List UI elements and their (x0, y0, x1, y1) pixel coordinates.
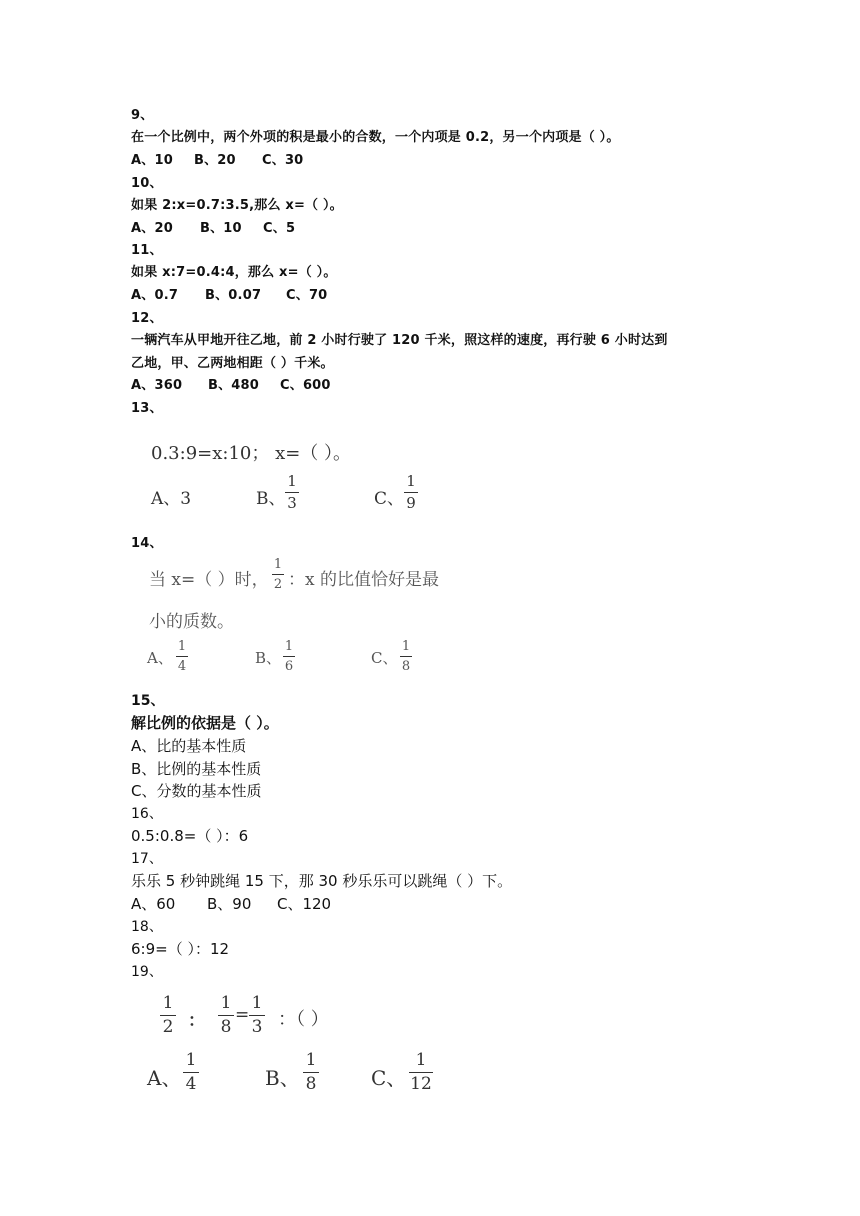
fraction-bar (404, 492, 418, 493)
q10-text: 如果 2:x=0.7:3.5,那么 x=（ ）。 (131, 198, 343, 213)
q14-option-c-label: C、 (371, 649, 398, 667)
fraction-numerator: 1 (162, 993, 174, 1013)
q13-option-c-fraction (404, 474, 418, 511)
q12-text-line2: 乙地，甲、乙两地相距（ ）千米。 (131, 356, 334, 371)
q10-option-b: B、10 (200, 221, 242, 236)
fraction-numerator: 1 (177, 639, 187, 654)
q12-number: 12、 (131, 311, 163, 326)
fraction-bar (303, 1072, 319, 1073)
q19-option-b-fraction (303, 1052, 319, 1093)
fraction-numerator: 1 (406, 472, 416, 490)
q17-number: 17、 (131, 851, 163, 867)
q11-option-c: C、70 (286, 288, 328, 303)
q11-option-a: A、0.7 (131, 288, 179, 303)
q19-fraction-1 (160, 995, 176, 1036)
q14-option-a-fraction (176, 640, 188, 673)
fraction-denominator: 2 (273, 577, 283, 592)
q19-option-c-fraction (409, 1052, 433, 1093)
q15-text: 解比例的依据是（ ）。 (131, 714, 279, 732)
q19-equals: = (235, 1005, 250, 1025)
fraction-numerator: 1 (273, 557, 283, 572)
fraction-denominator: 4 (177, 659, 187, 674)
q19-fraction-2 (218, 995, 234, 1036)
fraction-denominator: 12 (410, 1074, 432, 1094)
q15-number: 15、 (131, 693, 165, 709)
fraction-denominator: 8 (401, 659, 411, 674)
q10-option-c: C、5 (263, 221, 296, 236)
fraction-numerator: 1 (185, 1050, 197, 1070)
q14-stem-post: ：x 的比值恰好是最 (288, 570, 439, 590)
q19-option-a-label: A、 (147, 1066, 182, 1090)
fraction-denominator: 8 (220, 1017, 232, 1037)
fraction-bar (249, 1015, 265, 1016)
fraction-bar (283, 656, 295, 657)
q14-number: 14、 (131, 536, 163, 551)
q9-option-c: C、30 (262, 153, 304, 168)
q10-number: 10、 (131, 176, 163, 191)
q11-text: 如果 x:7=0.4:4，那么 x=（ ）。 (131, 265, 337, 280)
q9-option-a: A、10 (131, 153, 173, 168)
q19-tail: ：（ ） (278, 1009, 329, 1030)
q12-option-b: B、480 (208, 378, 260, 393)
q14-option-b-fraction (283, 640, 295, 673)
q19-number: 19、 (131, 964, 163, 980)
q13-option-b-fraction (285, 474, 299, 511)
q10-option-a: A、20 (131, 221, 173, 236)
fraction-numerator: 1 (251, 993, 263, 1013)
q9-number: 9、 (131, 108, 154, 123)
fraction-denominator: 6 (284, 659, 294, 674)
q13-option-c-label: C、 (374, 489, 405, 509)
fraction-denominator: 8 (305, 1074, 317, 1094)
fraction-numerator: 1 (284, 639, 294, 654)
q15-option-c: C、分数的基本性质 (131, 782, 262, 800)
fraction-denominator: 9 (406, 494, 416, 512)
q12-text-line1: 一辆汽车从甲地开往乙地，前 2 小时行驶了 120 千米，照这样的速度，再行驶 6 小时达到 (131, 333, 668, 348)
q17-text: 乐乐 5 秒钟跳绳 15 下，那 30 秒乐乐可以跳绳（ ）下。 (131, 872, 513, 890)
fraction-numerator: 1 (287, 472, 297, 490)
fraction-denominator: 2 (162, 1017, 174, 1037)
q19-fraction-3 (249, 995, 265, 1036)
q13-option-a: A、3 (151, 489, 192, 509)
fraction-numerator: 1 (220, 993, 232, 1013)
q19-colon: ： (188, 1011, 205, 1031)
q12-option-a: A、360 (131, 378, 183, 393)
fraction-denominator: 3 (251, 1017, 263, 1037)
q18-number: 18、 (131, 919, 163, 935)
fraction-bar (285, 492, 299, 493)
q14-stem-line2: 小的质数。 (149, 612, 234, 632)
q17-option-a: A、60 (131, 895, 176, 913)
q17-option-c: C、120 (277, 895, 332, 913)
fraction-bar (218, 1015, 234, 1016)
fraction-bar (400, 656, 412, 657)
q19-option-a-fraction (183, 1052, 199, 1093)
q13-number: 13、 (131, 401, 163, 416)
fraction-bar (409, 1072, 433, 1073)
fraction-numerator: 1 (305, 1050, 317, 1070)
q9-text: 在一个比例中，两个外项的积是最小的合数，一个内项是 0.2，另一个内项是（ ）。 (131, 130, 620, 145)
q14-option-a-label: A、 (147, 649, 173, 667)
q18-text: 6:9=（ ）：12 (131, 940, 230, 958)
fraction-bar (272, 574, 284, 575)
q13-option-b-label: B、 (256, 489, 286, 509)
q14-stem-fraction (272, 558, 284, 591)
fraction-numerator: 1 (401, 639, 411, 654)
q17-option-b: B、90 (207, 895, 252, 913)
fraction-numerator: 1 (415, 1050, 427, 1070)
q11-option-b: B、0.07 (205, 288, 262, 303)
q14-stem-pre: 当 x=（ ）时， (149, 570, 269, 590)
q14-option-b-label: B、 (255, 649, 282, 667)
q13-stem: 0.3:9=x:10； x=（ ）。 (151, 443, 352, 464)
q16-number: 16、 (131, 806, 163, 822)
q12-option-c: C、600 (280, 378, 331, 393)
fraction-denominator: 3 (287, 494, 297, 512)
q16-text: 0.5:0.8=（ ）：6 (131, 827, 249, 845)
q14-option-c-fraction (400, 640, 412, 673)
q15-option-b: B、比例的基本性质 (131, 760, 262, 778)
q9-option-b: B、20 (194, 153, 236, 168)
fraction-bar (183, 1072, 199, 1073)
q11-number: 11、 (131, 243, 163, 258)
q19-option-b-label: B、 (265, 1066, 300, 1090)
fraction-denominator: 4 (185, 1074, 197, 1094)
q19-option-c-label: C、 (371, 1066, 407, 1090)
q15-option-a: A、比的基本性质 (131, 737, 247, 755)
fraction-bar (160, 1015, 176, 1016)
fraction-bar (176, 656, 188, 657)
